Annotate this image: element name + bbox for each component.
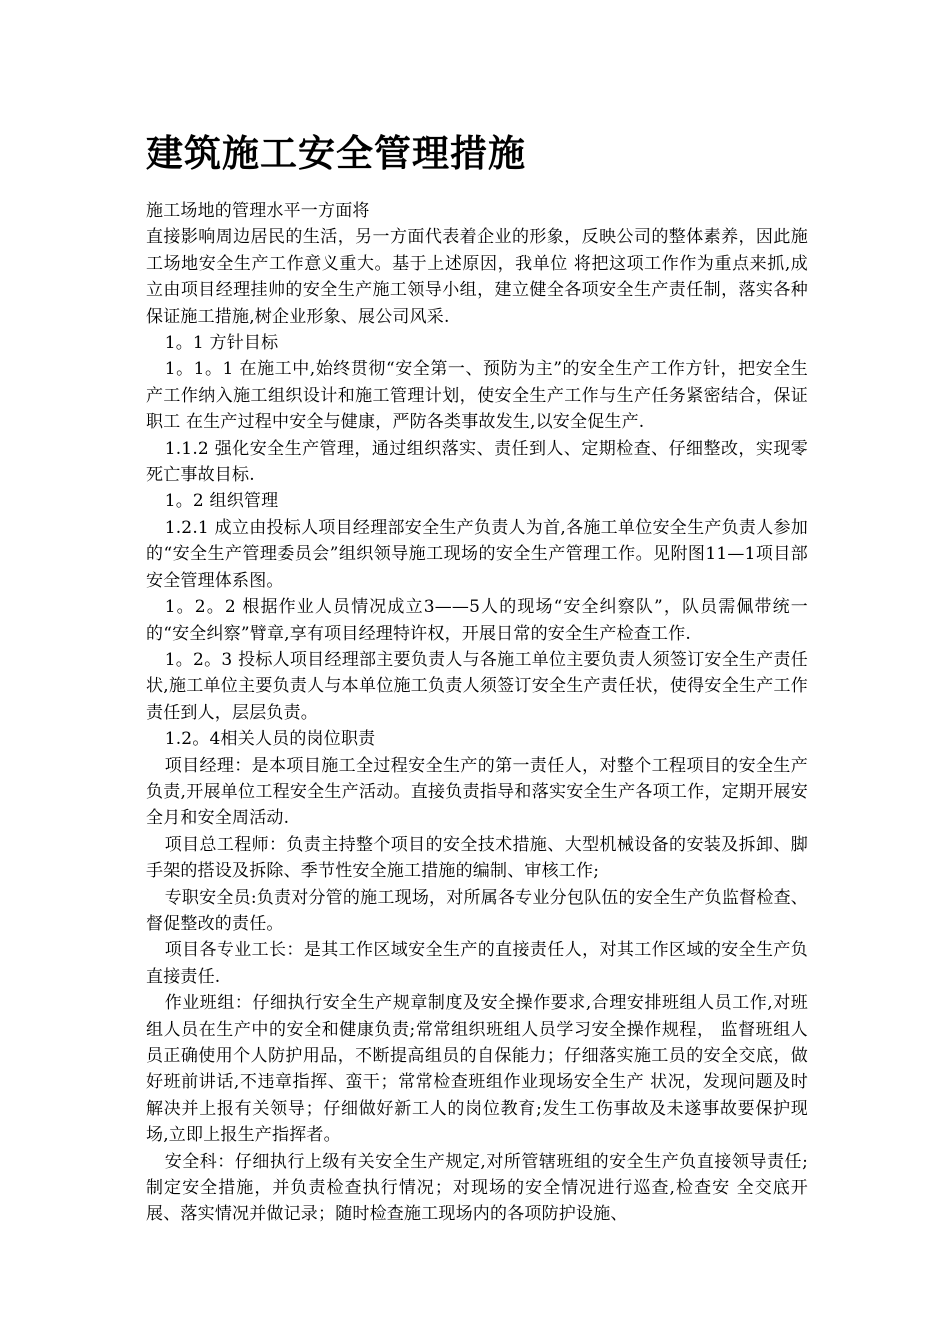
paragraph-safety-department: 安全科：仔细执行上级有关安全生产规定,对所管辖班组的安全生产负直接领导责任;制定安全措施，并负责检查执行情况；对现场的安全情况进行巡查,检查安 全交底开展、落实情况并做记录；随时检查施工现场内的各项防护设施、 — [146, 1151, 808, 1225]
paragraph-1-2-2: 1。2。2 根据作业人员情况成立3——5人的现场“安全纠察队”，队员需佩带统一的“安全纠察”臂章,享有项目经理特许权，开展日常的安全生产检查工作. — [146, 597, 808, 644]
heading-1-1: 1。1 方针目标 — [164, 333, 279, 354]
paragraph-1-1-1: 1。1。1 在施工中,始终贯彻“安全第一、预防为主”的安全生产工作方针，把安全生产工作纳入施工组织设计和施工管理计划，使安全生产工作与生产任务紧密结合，保证职工 在生产过程中安全与健康，严防各类事故发生,以安全促生产. — [146, 359, 808, 433]
paragraph-foreman: 项目各专业工长：是其工作区域安全生产的直接责任人，对其工作区域的安全生产负直接责任. — [146, 940, 808, 987]
paragraph-1-2-1: 1.2.1 成立由投标人项目经理部安全生产负责人为首,各施工单位安全生产负责人参加的“安全生产管理委员会”组织领导施工现场的安全生产管理工作。见附图11—1项目部安全管理体系图。 — [146, 517, 808, 591]
document-body — [146, 198, 808, 1228]
paragraph-work-team: 作业班组：仔细执行安全生产规章制度及安全操作要求,合理安排班组人员工作,对班组人员在生产中的安全和健康负责;常常组织班组人员学习安全操作规程， 监督班组人员正确使用个人防护用品，不断提高组员的自保能力；仔细落实施工员的安全交底，做好班前讲话,不违章指挥、蛮干；常常检查班组作业现场安全生产 状况，发现问题及时解决并上报有关领导；仔细做好新工人的岗位教育;发生工伤事故及未遂事故要保护现场,立即上报生产指挥者。 — [146, 993, 808, 1146]
paragraph-safety-officer: 专职安全员:负责对分管的施工现场，对所属各专业分包队伍的安全生产负监督检查、督促整改的责任。 — [146, 887, 808, 934]
paragraph-1-1-2: 1.1.2 强化安全生产管理，通过组织落实、责任到人、定期检查、仔细整改，实现零死亡事故目标. — [146, 438, 808, 486]
heading-1-2: 1。2 组织管理 — [164, 491, 279, 512]
paragraph-1-2-3: 1。2。3 投标人项目经理部主要负责人与各施工单位主要负责人须签订安全生产责任状,施工单位主要负责人与本单位施工负责人须签订安全生产责任状，使得安全生产工作责任到人，层层负责。 — [146, 649, 808, 723]
paragraph-intro: 直接影响周边居民的生活，另一方面代表着企业的形象，反映公司的整体素养，因此施工场地安全生产工作意义重大。基于上述原因，我单位 将把这项工作作为重点来抓,成立由项目经理挂帅的安全生产施工领导小组，建立健全各项安全生产责任制，落实各种保证施工措施,树企业形象、展公司风采. — [146, 227, 808, 327]
paragraph-chief-engineer: 项目总工程师：负责主持整个项目的安全技术措施、大型机械设备的安装及拆卸、脚手架的搭设及拆除、季节性安全施工措施的编制、审核工作; — [146, 834, 808, 882]
paragraph-intro-line: 施工场地的管理水平一方面将 — [146, 201, 370, 221]
heading-1-2-4: 1.2。4相关人员的岗位职责 — [164, 729, 376, 750]
paragraph-project-manager: 项目经理：是本项目施工全过程安全生产的第一责任人，对整个工程项目的安全生产负责,开展单位工程安全生产活动。直接负责指导和落实安全生产各项工作，定期开展安全月和安全周活动. — [146, 755, 808, 829]
document-title: 建筑施工安全管理措施 — [146, 132, 526, 175]
